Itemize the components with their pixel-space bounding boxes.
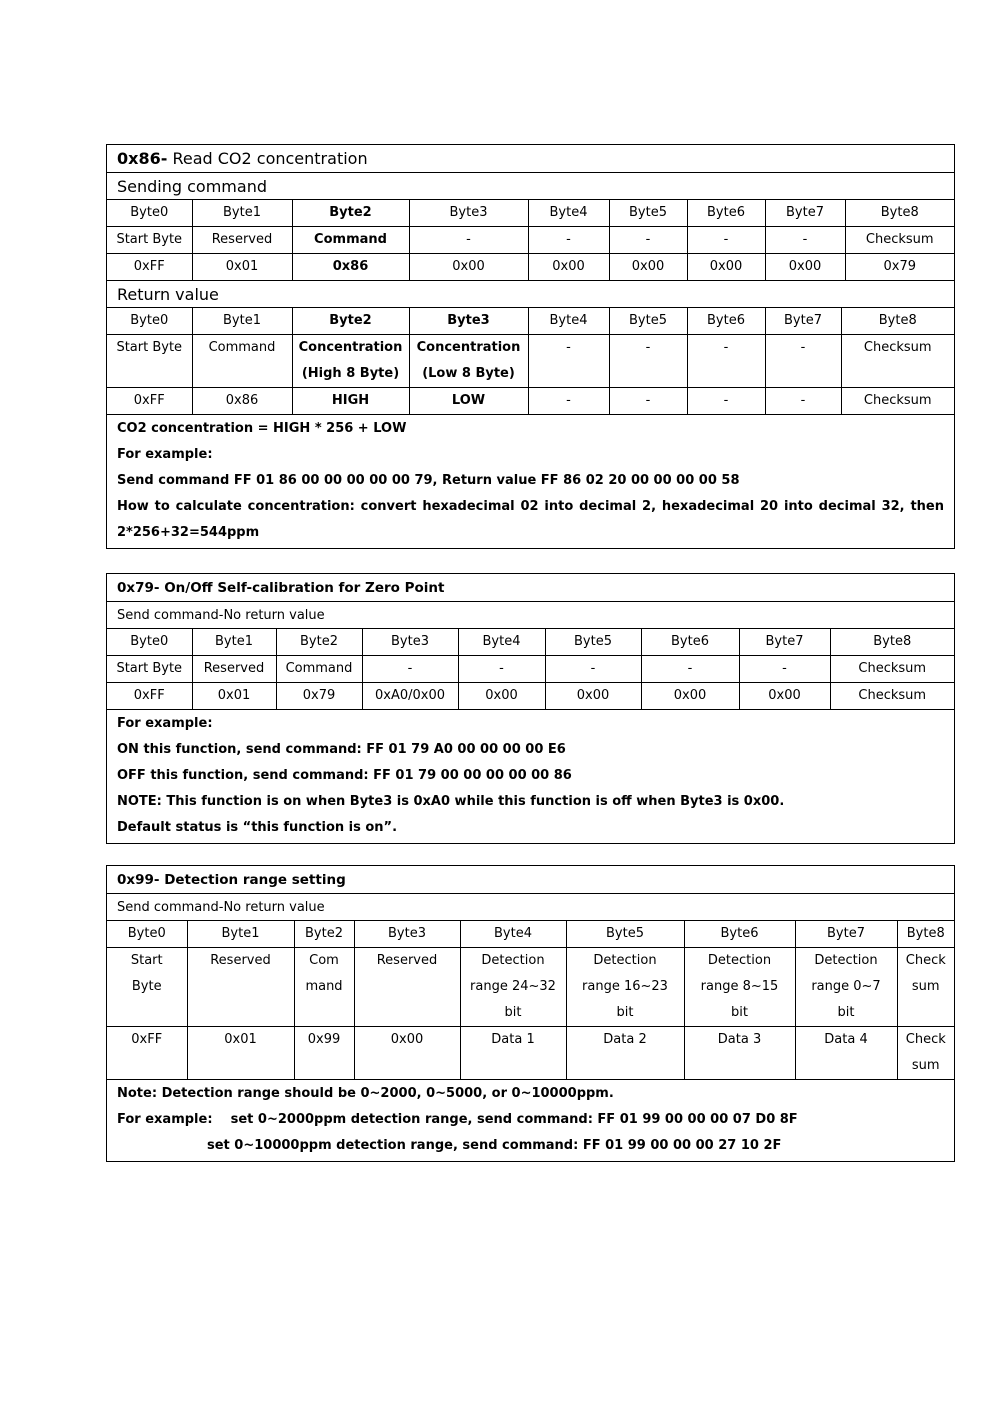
cell: Byte1 (192, 308, 292, 335)
cell-line: Start (130, 953, 163, 968)
cell (409, 335, 528, 388)
cell-line: Detection (814, 953, 878, 968)
cell: Byte8 (830, 629, 954, 656)
cell-line: bit (616, 1005, 634, 1020)
cell-line: Byte (131, 979, 162, 994)
cell: Start Byte (107, 656, 192, 683)
cell-line: Detection (593, 953, 657, 968)
cell-line: sum (911, 1058, 940, 1073)
cell-line: Data 1 (491, 1032, 535, 1047)
cell: Byte8 (841, 308, 954, 335)
cell: - (739, 656, 830, 683)
cell: 0xA0/0x00 (362, 683, 458, 710)
command-code: 0x86- (117, 149, 168, 168)
cell: - (609, 388, 687, 415)
cell (795, 948, 897, 1027)
cell: 0xFF (107, 388, 192, 415)
cell: Byte6 (684, 921, 795, 948)
note-line: OFF this function, send command: FF 01 79 00 00 00 00 00 86 (117, 768, 572, 783)
cell: Byte6 (687, 308, 765, 335)
section-subtitle: Send command-No return value (107, 601, 954, 628)
cell: Byte5 (609, 308, 687, 335)
cell: Byte5 (545, 629, 641, 656)
cell-line: Data 2 (603, 1032, 647, 1047)
cell: Command (276, 656, 362, 683)
cell: 0xFF (107, 254, 192, 281)
table-row (107, 335, 954, 388)
note-line: How to calculate concentration: convert hexadecimal 02 into decimal 2, hexadecimal 20 into decimal 32, then 2*256+32=544ppm (117, 499, 944, 540)
cell (897, 1027, 954, 1080)
cell (292, 335, 409, 388)
cell (684, 948, 795, 1027)
cell: Byte7 (795, 921, 897, 948)
note-line: CO2 concentration = HIGH * 256 + LOW (117, 421, 407, 436)
cell: - (765, 388, 841, 415)
cell: Byte7 (765, 308, 841, 335)
notes (107, 709, 954, 843)
cell: LOW (409, 388, 528, 415)
cell: 0x00 (739, 683, 830, 710)
cell-line: range 0~7 (811, 979, 881, 994)
cell-line: Reserved (376, 953, 438, 968)
note-line: Note: Detection range should be 0~2000, 0~5000, or 0~10000ppm. (117, 1086, 614, 1101)
send-command-table (107, 920, 954, 1079)
cell: Byte4 (528, 200, 609, 227)
cell-line: range 24~32 (470, 979, 556, 994)
cell (684, 1027, 795, 1080)
cell: Byte3 (409, 308, 528, 335)
cell: Byte6 (687, 200, 765, 227)
cell: Byte5 (566, 921, 684, 948)
cell-line: range 16~23 (582, 979, 668, 994)
table-row (107, 200, 954, 227)
note-line: NOTE: This function is on when Byte3 is 0xA0 while this function is off when Byte3 is 0x00. (117, 794, 785, 809)
return-value-label: Return value (107, 280, 954, 307)
cell: 0x00 (609, 254, 687, 281)
cell (294, 948, 354, 1027)
section-title: 0x99- Detection range setting (117, 871, 346, 888)
command-0x79-table (106, 573, 955, 844)
section-title: 0x79- On/Off Self-calibration for Zero Point (117, 579, 445, 596)
cell: Byte4 (460, 921, 566, 948)
table-row (107, 308, 954, 335)
cell: 0x00 (528, 254, 609, 281)
cell-line: Com (309, 953, 339, 968)
section-subtitle: Send command-No return value (107, 893, 954, 920)
send-command-table (107, 628, 954, 709)
return-value-table (107, 307, 954, 414)
send-command-table (107, 199, 954, 280)
cell: Checksum (841, 388, 954, 415)
table-row (107, 1027, 954, 1080)
cell-line: Concentration (416, 340, 521, 355)
cell: 0x79 (845, 254, 954, 281)
cell: Byte4 (528, 308, 609, 335)
cell: Checksum (830, 683, 954, 710)
cell (460, 1027, 566, 1080)
cell: Byte5 (609, 200, 687, 227)
table-row (107, 683, 954, 710)
cell (187, 948, 294, 1027)
cell-line: (Low 8 Byte) (422, 366, 515, 381)
cell-line: Detection (481, 953, 545, 968)
cell (897, 948, 954, 1027)
cell: Byte6 (641, 629, 739, 656)
cell: Command (292, 227, 409, 254)
cell: - (362, 656, 458, 683)
cell: 0x86 (292, 254, 409, 281)
cell: - (687, 335, 765, 388)
cell: Start Byte (107, 227, 192, 254)
cell: 0x00 (765, 254, 845, 281)
note-line: set 0~10000ppm detection range, send command: FF 01 99 00 00 00 27 10 2F (207, 1138, 782, 1153)
cell: Byte0 (127, 926, 166, 941)
cell-line: Reserved (210, 953, 271, 968)
table-row (107, 656, 954, 683)
cell: Byte2 (294, 921, 354, 948)
cell: 0x79 (276, 683, 362, 710)
cell: 0x00 (458, 683, 545, 710)
cell (566, 948, 684, 1027)
cell (354, 1027, 460, 1080)
cell: 0xFF (107, 683, 192, 710)
cell-line: range 8~15 (700, 979, 779, 994)
command-0x86-table (106, 144, 955, 549)
cell: Byte0 (130, 313, 169, 328)
cell: Byte7 (739, 629, 830, 656)
cell: Command (192, 335, 292, 388)
cell (795, 1027, 897, 1080)
note-line: Default status is “this function is on”. (117, 820, 398, 835)
cell (187, 1027, 294, 1080)
cell: Checksum (841, 335, 954, 388)
cell: - (687, 227, 765, 254)
table-row (107, 388, 954, 415)
cell: - (528, 388, 609, 415)
cell: - (545, 656, 641, 683)
cell: Byte8 (897, 921, 954, 948)
command-title: Read CO2 concentration (172, 149, 368, 168)
cell-line: 0x01 (224, 1032, 257, 1047)
cell: - (765, 227, 845, 254)
cell: Byte8 (845, 200, 954, 227)
cell-line: 0xFF (131, 1032, 163, 1047)
sending-command-label: Sending command (107, 172, 954, 199)
cell: Byte7 (765, 200, 845, 227)
cell: - (528, 227, 609, 254)
cell: Byte2 (276, 629, 362, 656)
cell: - (687, 388, 765, 415)
cell: - (609, 335, 687, 388)
cell-line: Data 3 (717, 1032, 762, 1047)
cell: - (528, 335, 609, 388)
cell-line: Check (905, 953, 946, 968)
cell: Checksum (845, 227, 954, 254)
cell-line: bit (731, 1005, 748, 1020)
cell-line: mand (305, 979, 343, 994)
cell (107, 948, 187, 1027)
cell: Byte0 (130, 205, 169, 220)
note-line: ON this function, send command: FF 01 79 A0 00 00 00 00 E6 (117, 742, 566, 757)
section-title (107, 145, 954, 172)
cell: - (765, 335, 841, 388)
cell: 0x00 (641, 683, 739, 710)
cell-line: sum (911, 979, 940, 994)
cell: Byte3 (362, 629, 458, 656)
table-row (107, 254, 954, 281)
cell: Checksum (830, 656, 954, 683)
cell-line: 0x99 (307, 1032, 341, 1047)
cell (460, 948, 566, 1027)
note-line: For example: (117, 447, 213, 462)
cell: Byte4 (458, 629, 545, 656)
notes (107, 1079, 954, 1161)
cell: Start Byte (107, 335, 192, 388)
cell: Byte3 (354, 921, 460, 948)
cell-line: Data 4 (824, 1032, 868, 1047)
table-row (107, 227, 954, 254)
cell (566, 1027, 684, 1080)
cell-line: Check (905, 1032, 946, 1047)
cell: Byte2 (292, 308, 409, 335)
command-0x99-table (106, 865, 955, 1162)
cell-line: (High 8 Byte) (301, 366, 400, 381)
cell: Reserved (192, 227, 292, 254)
note-line: Send command FF 01 86 00 00 00 00 00 79, Return value FF 86 02 20 00 00 00 00 58 (117, 473, 740, 488)
cell: 0x00 (545, 683, 641, 710)
cell: Byte2 (292, 200, 409, 227)
cell: HIGH (292, 388, 409, 415)
cell: Byte1 (187, 921, 294, 948)
cell-line: Detection (707, 953, 772, 968)
cell: - (458, 656, 545, 683)
cell: 0x01 (192, 254, 292, 281)
cell: 0x00 (409, 254, 528, 281)
notes (107, 414, 954, 548)
cell: - (609, 227, 687, 254)
cell: Byte1 (192, 200, 292, 227)
cell-line: bit (837, 1005, 855, 1020)
cell-line: 0x00 (390, 1032, 424, 1047)
cell-line: bit (504, 1005, 522, 1020)
cell: - (409, 227, 528, 254)
cell: Byte3 (409, 200, 528, 227)
cell (354, 948, 460, 1027)
cell: Byte1 (192, 629, 276, 656)
cell: 0x01 (192, 683, 276, 710)
note-line: For example: set 0~2000ppm detection range, send command: FF 01 99 00 00 00 07 D0 8F (117, 1112, 798, 1127)
cell: 0x00 (687, 254, 765, 281)
cell: 0x86 (192, 388, 292, 415)
cell-line: Concentration (298, 340, 403, 355)
table-row (107, 629, 954, 656)
cell: Byte0 (130, 634, 169, 649)
table-row (107, 921, 954, 948)
cell (107, 1027, 187, 1080)
table-row (107, 948, 954, 1027)
note-line: For example: (117, 716, 213, 731)
cell: - (641, 656, 739, 683)
cell (294, 1027, 354, 1080)
cell: Reserved (192, 656, 276, 683)
